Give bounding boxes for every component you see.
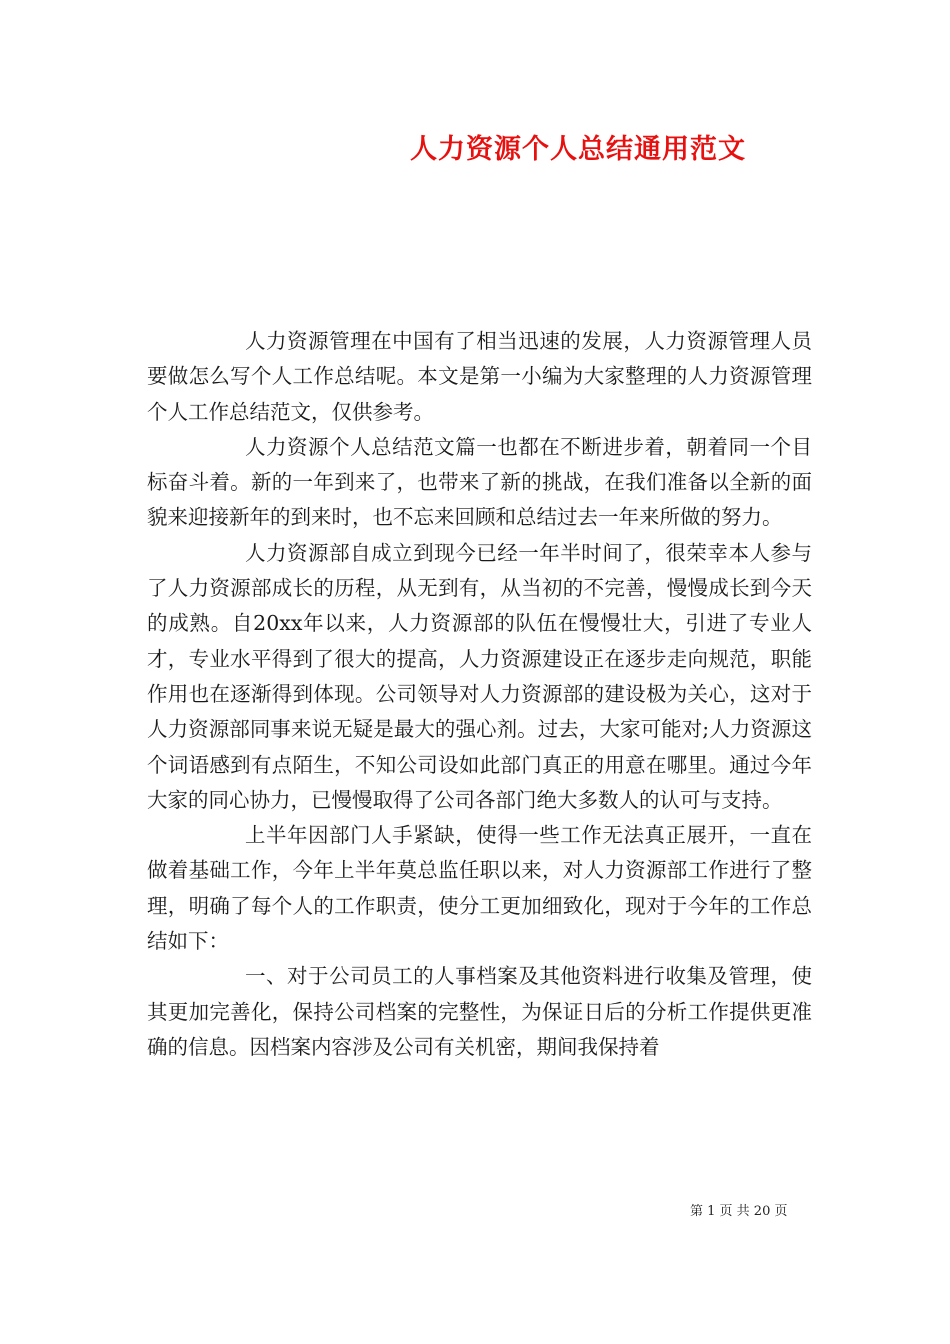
paragraph-4: 上半年因部门人手紧缺，使得一些工作无法真正展开，一直在做着基础工作，今年上半年莫总监任职以来，对人力资源部工作进行了整理，明确了每个人的工作职责，使分工更加细致化，现对于今年的工作总结如下：: [147, 823, 812, 954]
paragraph-2: 人力资源个人总结范文篇一也都在不断进步着，朝着同一个目标奋斗着。新的一年到来了，也带来了新的挑战，在我们准备以全新的面貌来迎接新年的到来时，也不忘来回顾和总结过去一年来所做的努力。: [147, 434, 812, 530]
paragraph-1: 人力资源管理在中国有了相当迅速的发展，人力资源管理人员要做怎么写个人工作总结呢。本文是第一小编为大家整理的人力资源管理个人工作总结范文，仅供参考。: [147, 329, 812, 424]
document-title: 人力资源个人总结通用范文: [410, 134, 746, 165]
page-number-footer: 第 1 页 共 20 页: [690, 1204, 788, 1219]
document-body: [147, 324, 812, 1065]
paragraph-5: 一、对于公司员工的人事档案及其他资料进行收集及管理，使其更加完善化，保持公司档案的完整性，为保证日后的分析工作提供更准确的信息。因档案内容涉及公司有关机密，期间我保持着: [147, 964, 812, 1059]
paragraph-3: 人力资源部自成立到现今已经一年半时间了，很荣幸本人参与了人力资源部成长的历程，从无到有，从当初的不完善，慢慢成长到今天的成熟。自20xx年以来，人力资源部的队伍在慢慢壮大，引进了专业人才，专业水平得到了很大的提高，人力资源建设正在逐步走向规范，职能作用也在逐渐得到体现。公司领导对人力资源部的建设极为关心，这对于人力资源部同事来说无疑是最大的强心剂。过去，大家可能对;人力资源这个词语感到有点陌生，不知公司设如此部门真正的用意在哪里。通过今年大家的同心协力，已慢慢取得了公司各部门绝大多数人的认可与支持。: [147, 540, 812, 812]
